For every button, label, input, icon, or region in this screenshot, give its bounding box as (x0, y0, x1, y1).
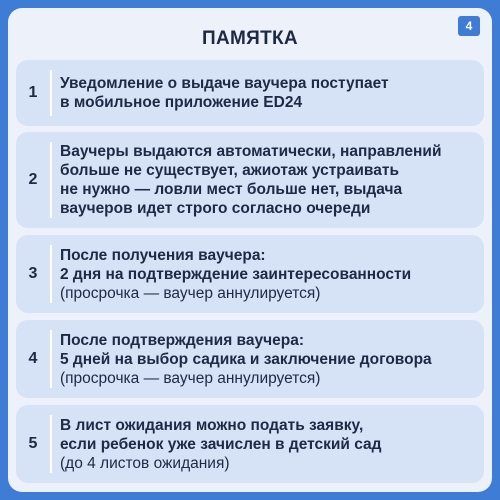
item-line: (до 4 листов ожидания) (60, 454, 230, 472)
item-line: если ребенок уже зачислен в детский сад (60, 435, 382, 453)
item-text (60, 320, 474, 398)
memo-item-5 (16, 405, 484, 483)
item-divider (50, 142, 52, 218)
item-text (60, 60, 474, 126)
item-line: больше не существует, ажиотаж устраивать (60, 162, 399, 179)
item-number: 2 (28, 171, 38, 188)
item-number: 4 (28, 350, 38, 367)
memo-item-1 (16, 60, 484, 126)
item-divider (50, 330, 52, 388)
item-line: ваучеров идет строго согласно очереди (60, 200, 371, 217)
item-line: 2 дня на подтверждение заинтересованности (60, 265, 412, 283)
item-number: 3 (28, 265, 38, 282)
item-divider (50, 245, 52, 303)
item-line: не нужно — ловли мест больше нет, выдача (60, 181, 403, 198)
item-line: Ваучеры выдаются автоматически, направлений (60, 143, 442, 160)
item-line: (просрочка — ваучер аннулируется) (60, 284, 321, 302)
item-text (60, 405, 474, 483)
item-number: 5 (28, 435, 38, 452)
item-line: После подтверждения ваучера: (60, 331, 304, 349)
item-line: Уведомление о выдаче ваучера поступает (60, 75, 389, 92)
page-title: ПАМЯТКА (202, 28, 298, 49)
item-divider (50, 70, 52, 116)
item-line: После получения ваучера: (60, 246, 266, 264)
item-line: В лист ожидания можно подать заявку, (60, 416, 364, 434)
item-text (60, 235, 474, 313)
item-divider (50, 415, 52, 473)
memo-item-2 (16, 132, 484, 228)
memo-item-3 (16, 235, 484, 313)
item-text (60, 132, 474, 228)
item-line: 5 дней на выбор садика и заключение договора (60, 350, 432, 368)
memo-card (8, 8, 492, 492)
item-line: (просрочка — ваучер аннулируется) (60, 369, 321, 387)
item-number: 1 (28, 84, 38, 101)
item-line: в мобильное приложение ED24 (60, 94, 303, 111)
page-number-badge: 4 (458, 16, 480, 36)
memo-item-4 (16, 320, 484, 398)
